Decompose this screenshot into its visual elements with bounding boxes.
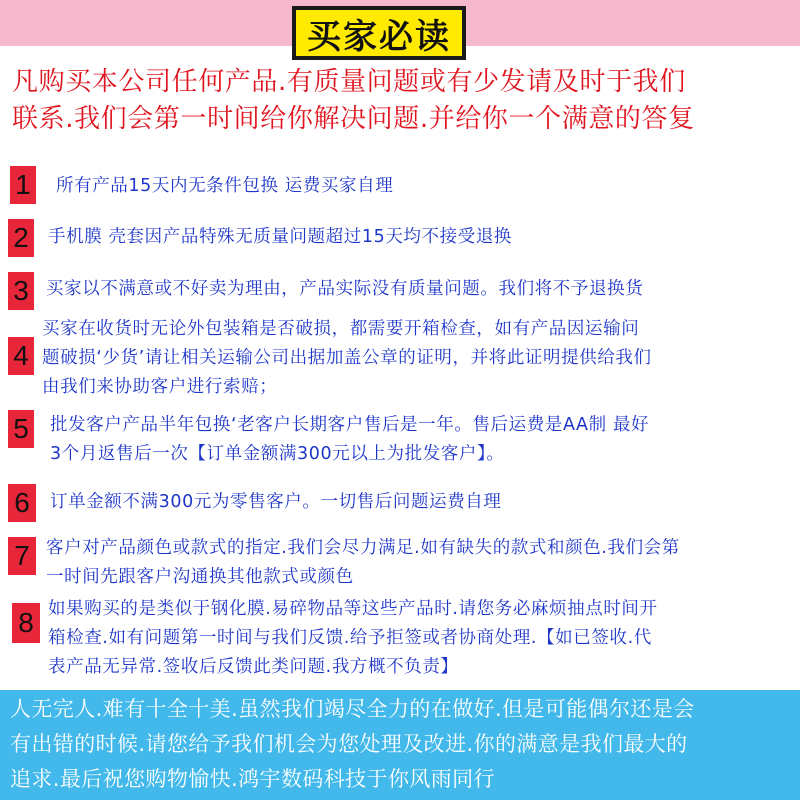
item-number-badge: 6 bbox=[8, 484, 36, 522]
footer-message bbox=[10, 692, 800, 797]
item-number-badge: 2 bbox=[8, 219, 34, 257]
item-text bbox=[46, 534, 680, 592]
item-text bbox=[42, 315, 652, 402]
item-line: 批发客户产品半年包换‘老客户长期客户售后是一年。售后运费是AA制 最好 bbox=[50, 415, 650, 435]
intro-line: 凡购买本公司任何产品.有质量问题或有少发请及时于我们 bbox=[12, 67, 686, 97]
item-number-badge: 5 bbox=[8, 410, 34, 448]
item-number-badge: 7 bbox=[8, 537, 36, 575]
item-line: 手机膜 壳套因产品特殊无质量问题超过15天均不接受退换 bbox=[48, 227, 513, 247]
item-text bbox=[48, 595, 658, 682]
intro-line: 联系.我们会第一时间给你解决问题.并给你一个满意的答复 bbox=[12, 104, 695, 134]
item-number-badge: 3 bbox=[8, 272, 34, 310]
item-line: 一时间先跟客户沟通换其他款式或颜色 bbox=[46, 567, 354, 587]
item-line: 3个月返售后一次【订单金额满300元以上为批发客户】。 bbox=[50, 444, 505, 464]
item-text bbox=[56, 172, 393, 201]
item-number-badge: 4 bbox=[8, 337, 34, 375]
item-line: 由我们来协助客户进行索赔； bbox=[42, 377, 278, 397]
item-line: 表产品无异常.签收后反馈此类问题.我方概不负责】 bbox=[48, 657, 459, 677]
item-line: 客户对产品颜色或款式的指定.我们会尽力满足.如有缺失的款式和颜色.我们会第 bbox=[46, 538, 680, 558]
item-text bbox=[48, 223, 512, 252]
intro-notice bbox=[12, 64, 800, 138]
page-title: 买家必读 bbox=[292, 6, 466, 60]
item-number-badge: 8 bbox=[12, 603, 40, 643]
footer-line: 人无完人.难有十全十美.虽然我们竭尽全力的在做好.但是可能偶尔还是会 bbox=[10, 697, 695, 721]
item-line: 买家以不满意或不好卖为理由，产品实际没有质量问题。我们将不予退换货 bbox=[46, 279, 644, 299]
item-line: 订单金额不满300元为零售客户。一切售后问题运费自理 bbox=[50, 492, 502, 512]
item-text bbox=[46, 275, 643, 304]
footer-line: 追求.最后祝您购物愉快.鸿宇数码科技于你风雨同行 bbox=[10, 767, 495, 791]
item-line: 所有产品15天内无条件包换 运费买家自理 bbox=[56, 176, 394, 196]
item-number-badge: 1 bbox=[10, 166, 36, 204]
item-text bbox=[50, 411, 649, 469]
item-line: 买家在收货时无论外包装箱是否破损，都需要开箱检查，如有产品因运输问 bbox=[42, 319, 640, 339]
item-text bbox=[50, 488, 502, 517]
item-line: 箱检查.如有问题第一时间与我们反馈.给予拒签或者协商处理.【如已签收.代 bbox=[48, 628, 652, 648]
item-line: 如果购买的是类似于钢化膜.易碎物品等这些产品时.请您务必麻烦抽点时间开 bbox=[48, 599, 658, 619]
item-line: 题破损‘少货’请让相关运输公司出据加盖公章的证明，并将此证明提供给我们 bbox=[42, 348, 652, 368]
footer-line: 有出错的时候.请您给予我们机会为您处理及改进.你的满意是我们最大的 bbox=[10, 732, 688, 756]
